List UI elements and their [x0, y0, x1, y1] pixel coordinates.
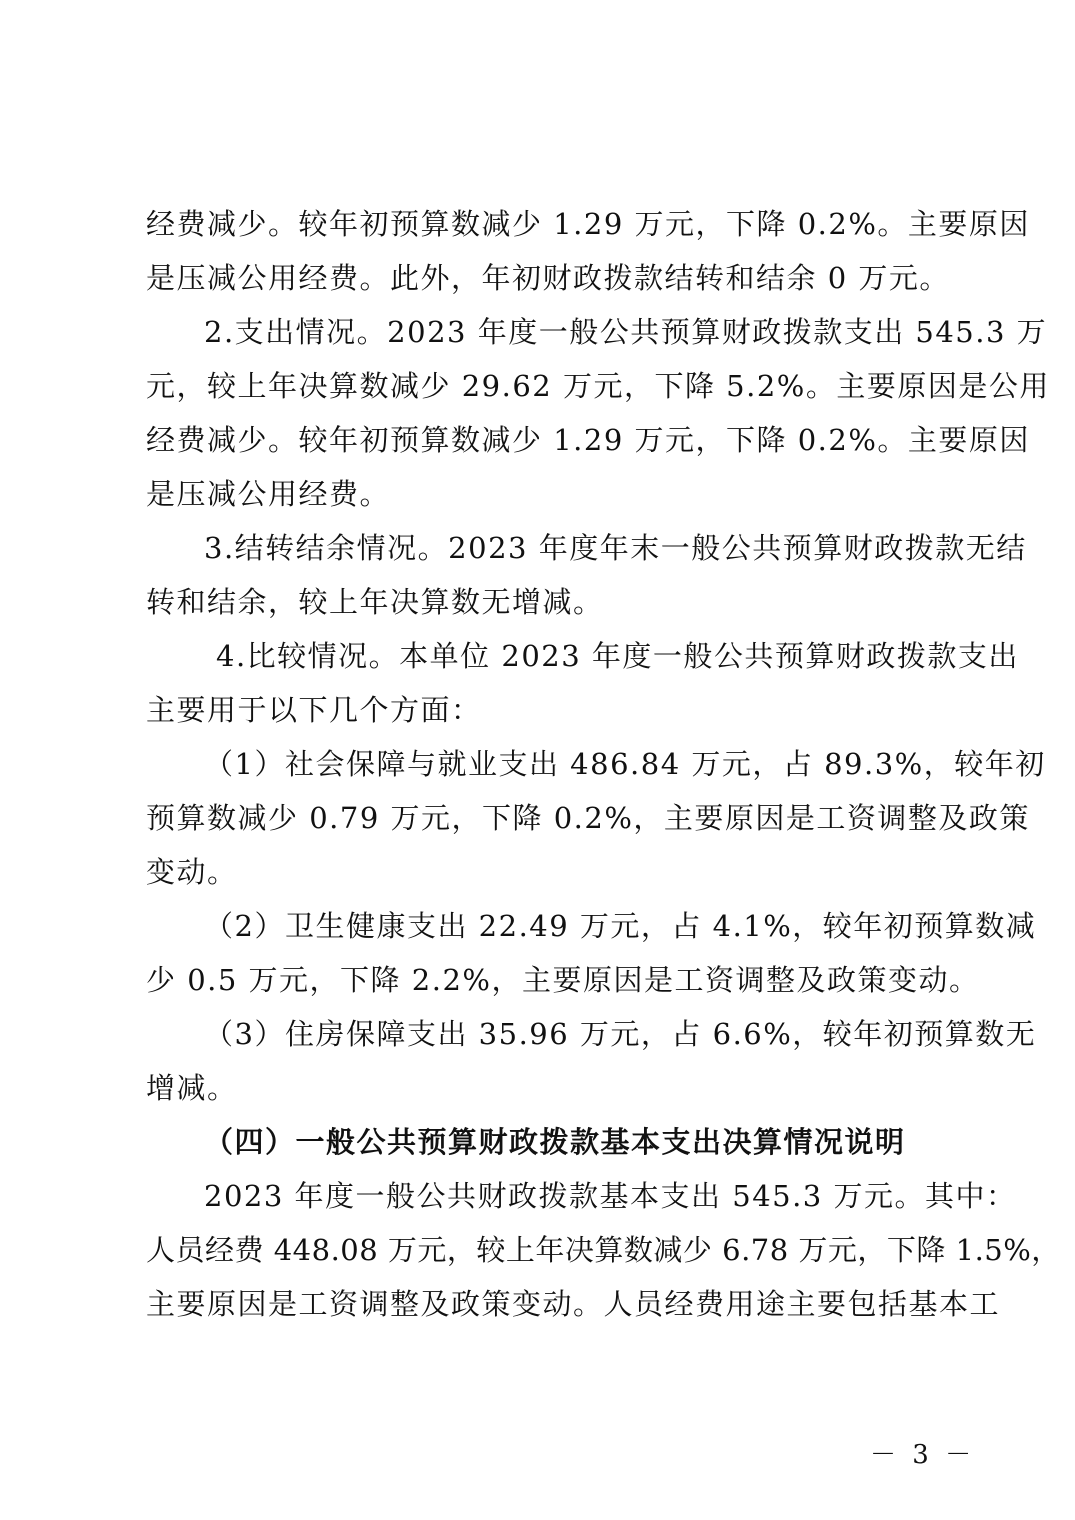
- section-heading: （四）一般公共预算财政拨款基本支出决算情况说明: [204, 1125, 906, 1159]
- list-item-line: （2）卫生健康支出 22.49 万元，占 4.1%，较年初预算数减: [204, 909, 1037, 943]
- paragraph-start-line: 2.支出情况。2023 年度一般公共预算财政拨款支出 545.3 万: [204, 315, 1048, 349]
- paragraph-start-line: 3.结转结余情况。2023 年度年末一般公共预算财政拨款无结: [204, 531, 1027, 565]
- text-line: 经费减少。较年初预算数减少 1.29 万元，下降 0.2%。主要原因: [146, 423, 1030, 457]
- paragraph-start-line: 2023 年度一般公共财政拨款基本支出 545.3 万元。其中：: [204, 1179, 1017, 1213]
- paragraph-start-line: 4.比较情况。本单位 2023 年度一般公共预算财政拨款支出: [216, 639, 1019, 673]
- text-line: 预算数减少 0.79 万元，下降 0.2%，主要原因是工资调整及政策: [146, 801, 1030, 835]
- text-line: 经费减少。较年初预算数减少 1.29 万元，下降 0.2%。主要原因: [146, 207, 1030, 241]
- text-line: 是压减公用经费。此外，年初财政拨款结转和结余 0 万元。: [146, 261, 950, 295]
- page-number: － 3 －: [870, 1440, 976, 1470]
- text-line: 转和结余，较上年决算数无增减。: [146, 585, 604, 619]
- text-line: 是压减公用经费。: [146, 477, 391, 511]
- list-item-line: （1）社会保障与就业支出 486.84 万元，占 89.3%，较年初: [204, 747, 1046, 781]
- text-line: 少 0.5 万元，下降 2.2%，主要原因是工资调整及政策变动。: [146, 963, 980, 997]
- text-line: 人员经费 448.08 万元，较上年决算数减少 6.78 万元，下降 1.5%，: [146, 1233, 1061, 1267]
- text-line: 主要用于以下几个方面：: [146, 693, 482, 727]
- list-item-line: （3）住房保障支出 35.96 万元，占 6.6%，较年初预算数无: [204, 1017, 1037, 1051]
- text-line: 变动。: [146, 855, 238, 889]
- text-line: 主要原因是工资调整及政策变动。人员经费用途主要包括基本工: [146, 1287, 1001, 1321]
- text-line: 元，较上年决算数减少 29.62 万元，下降 5.2%。主要原因是公用: [146, 369, 1050, 403]
- text-line: 增减。: [146, 1071, 238, 1105]
